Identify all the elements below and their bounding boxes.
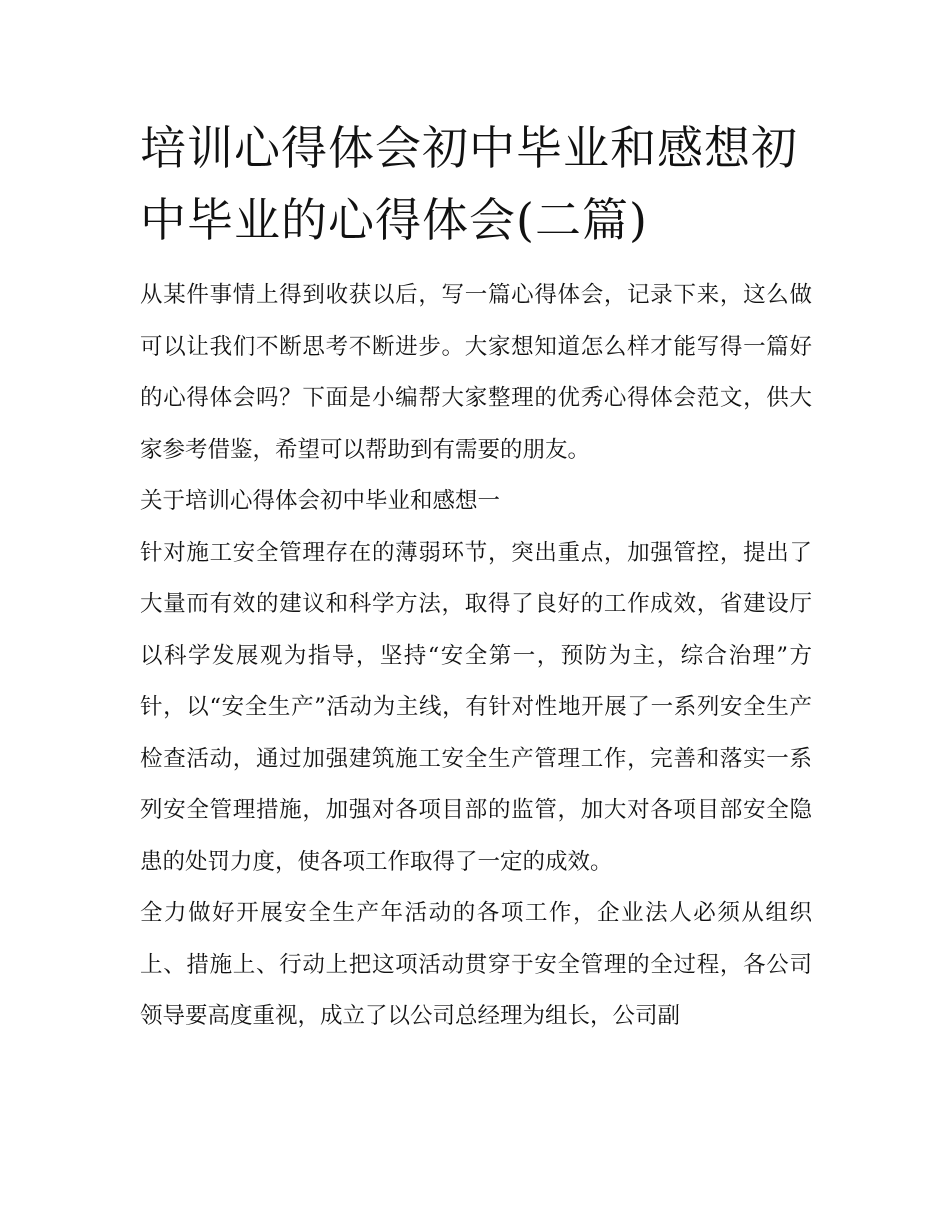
document-page <box>140 112 812 1043</box>
intro-paragraph: 从某件事情上得到收获以后，写一篇心得体会，记录下来，这么做可以让我们不断思考不断进步。大家想知道怎么样才能写得一篇好的心得体会吗？下面是小编帮大家整理的优秀心得体会范文，供大家参考借鉴，希望可以帮助到有需要的朋友。 <box>140 282 812 463</box>
body-paragraph-2: 全力做好开展安全生产年活动的各项工作，企业法人必须从组织上、措施上、行动上把这项活动贯穿于安全管理的全过程，各公司领导要高度重视，成立了以公司总经理为组长，公司副 <box>140 900 812 1029</box>
body-paragraph-1: 针对施工安全管理存在的薄弱环节，突出重点，加强管控，提出了大量而有效的建议和科学方法，取得了良好的工作成效，省建设厅以科学发展观为指导，坚持“安全第一，预防为主，综合治理”方针，以“安全生产”活动为主线，有针对性地开展了一系列安全生产检查活动，通过加强建筑施工安全生产管理工作，完善和落实一系列安全管理措施，加强对各项目部的监管，加大对各项目部安全隐患的处罚力度，使各项工作取得了一定的成效。 <box>140 539 812 875</box>
document-body <box>140 270 812 1043</box>
section-heading: 关于培训心得体会初中毕业和感想一 <box>140 488 501 514</box>
document-title: 培训心得体会初中毕业和感想初中毕业的心得体会(二篇) <box>140 121 798 247</box>
